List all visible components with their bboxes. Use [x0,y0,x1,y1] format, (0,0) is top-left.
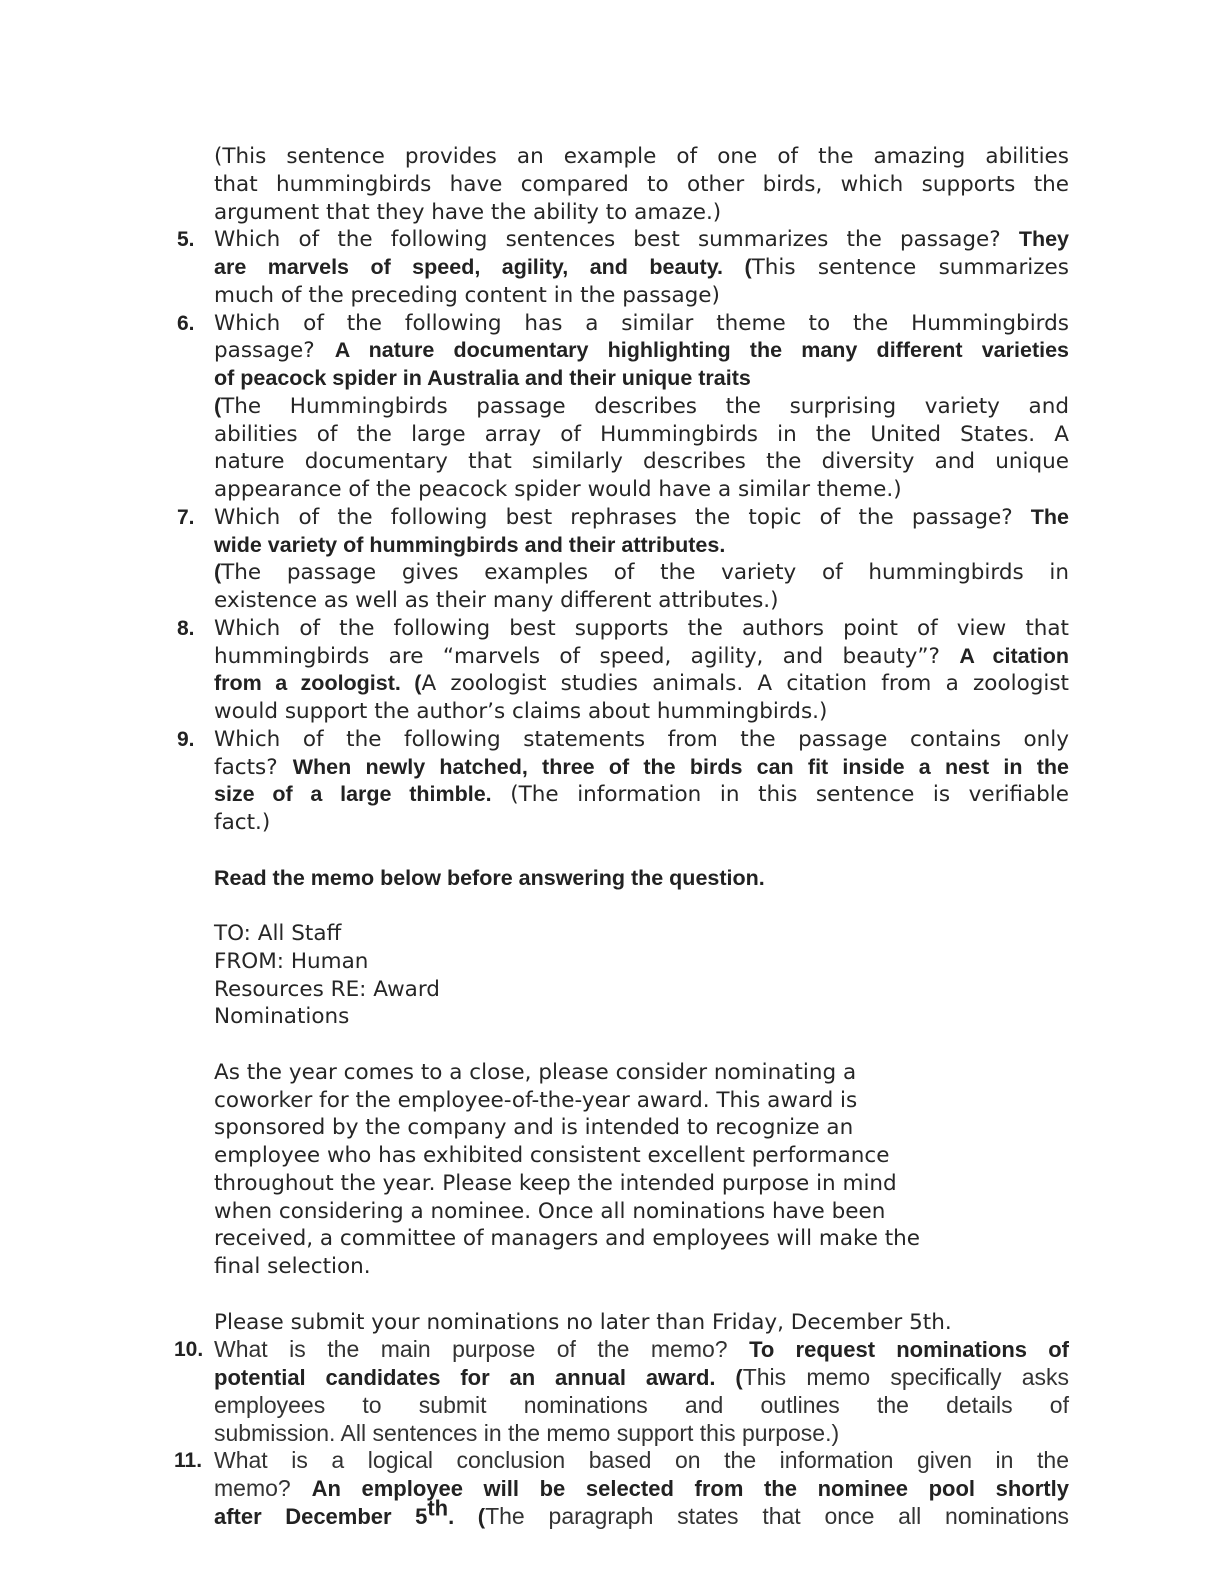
body-text: This sentence summarizes [751,255,1069,280]
body-text: TO: All Staff [214,921,342,946]
body-text: facts? [214,754,293,780]
body-text: coworker for the employee-of-the-year award. This award is [214,1087,858,1113]
text-line [214,865,1069,893]
text-line [214,1392,1069,1420]
text-line [214,1059,1069,1087]
text-line [214,920,1069,948]
question-line [174,1336,1069,1364]
answer-text: wide variety of hummingbirds and their attributes. [214,532,726,557]
question-line [177,226,1069,254]
text-line [214,448,1069,476]
body-text: As the year comes to a close, please consider nominating a [214,1059,857,1085]
answer-text: size of a large thimble. [214,782,492,807]
answer-text: A citation [959,643,1069,668]
body-text: final selection. [214,1254,371,1279]
body-text: Resources RE: Award [214,976,440,1002]
text-line [214,976,1069,1004]
answer-text: after December 5 [214,1503,428,1529]
body-text: passage? [214,338,335,364]
body-text: What is the main purpose of the memo? [214,1336,750,1363]
text-line [214,393,1069,421]
body-text: Which of the following best rephrases the topic of the passage? [214,504,1031,530]
text-line [214,1309,1069,1337]
question-line [177,310,1069,338]
body-text: nature documentary that similarly describes the diversity and unique [214,449,1069,475]
text-line [214,337,1069,365]
text-line [214,254,1069,282]
text-line [214,698,1069,726]
text-line [214,476,1069,504]
text-line [214,754,1069,782]
question-number: 9. [177,727,195,751]
text-line [214,1475,1069,1503]
answer-text: The [1030,504,1069,529]
body-text: would support the author’s claims about hummingbirds.) [214,699,828,724]
answer-text: They [1018,227,1069,252]
answer-text: are marvels of speed, agility, and beauty. ( [214,255,752,279]
question-number: 10. [174,1338,204,1362]
text-line [214,1003,1069,1031]
answer-text: Read the memo below before answering the question. [214,865,765,890]
text-line [214,670,1069,698]
text-line [214,643,1069,671]
text-line [214,809,1069,837]
body-text: when considering a nominee. Once all nominations have been [214,1198,886,1224]
text-line [214,199,1069,227]
question-line [174,1447,1069,1475]
answer-text: A nature documentary highlighting the many different varieties [334,338,1069,363]
body-text: FROM: Human [214,948,369,974]
answer-text: th [427,1495,449,1521]
text-line [214,1495,1069,1531]
body-text: employee who has exhibited consistent excellent performance [214,1143,890,1168]
body-text: argument that they have the ability to amaze.) [214,199,722,225]
body-text: The Hummingbirds passage describes the surprising variety and [221,393,1069,419]
body-text: (The information in this sentence is verifiable [491,782,1069,808]
text-line [214,143,1069,171]
body-text: throughout the year. Please keep the intended purpose in mind [214,1170,897,1196]
body-text: The paragraph states that once all nominations [485,1502,1069,1529]
body-text: hummingbirds are “marvels of speed, agility, and beauty”? [214,643,960,669]
body-text: appearance of the peacock spider would have a similar theme.) [214,477,902,502]
answer-text: To request nominations of [749,1337,1069,1363]
body-text: much of the preceding content in the passage) [214,282,720,308]
text-line [214,781,1069,809]
question-number: 11. [174,1449,203,1473]
body-text: Which of the following sentences best summarizes the passage? [214,227,1019,253]
answer-text: of peacock spider in Australia and their unique traits [214,366,751,390]
answer-text: An employee will be selected from the nominee pool shortly [311,1476,1069,1501]
text-line [214,532,1069,560]
body-text: Which of the following statements from the passage contains only [214,726,1069,752]
question-number: 8. [177,616,195,640]
text-line [214,1364,1069,1392]
body-text: existence as well as their many different attributes.) [214,588,779,613]
answer-text: When newly hatched, three of the birds can fit inside a nest in the [292,754,1069,779]
body-text: Which of the following best supports the authors point of view that [214,615,1069,641]
answer-text: potential candidates for an annual award. ( [214,1365,743,1390]
text-line [214,1142,1069,1170]
text-line [214,1114,1069,1142]
question-number: 7. [177,505,195,529]
body-text: sponsored by the company and is intended to recognize an [214,1115,854,1141]
text-line [214,282,1069,310]
body-text: The passage gives examples of the variety of hummingbirds in [221,560,1069,586]
text-line [214,1253,1069,1281]
text-line [214,587,1069,615]
body-text: submission. All sentences in the memo support this purpose.) [214,1419,840,1446]
body-text: received, a committee of managers and employees will make the [214,1226,921,1252]
body-text: that hummingbirds have compared to other birds, which supports the [214,171,1069,197]
body-text: Nominations [214,1004,350,1030]
question-line [177,504,1069,532]
question-number: 6. [177,311,195,335]
text-line [214,1198,1069,1226]
body-text: This memo specifically asks [742,1364,1069,1390]
question-line [177,726,1069,754]
text-line [214,1170,1069,1198]
body-text: employees to submit nominations and outlines the details of [214,1391,1069,1418]
body-text: abilities of the large array of Hummingbirds in the United States. A [214,421,1069,447]
body-text: (This sentence provides an example of one of the amazing abilities [214,144,1069,169]
answer-text: from a zoologist. ( [214,671,422,696]
text-line [214,948,1069,976]
question-number: 5. [177,228,195,252]
body-text: A zoologist studies animals. A citation from a zoologist [421,671,1069,697]
text-line [214,1420,1069,1448]
body-text: Which of the following has a similar theme to the Hummingbirds [214,310,1069,336]
body-text: What is a logical conclusion based on the information given in the [214,1447,1069,1474]
text-line [214,421,1069,449]
answer-text: . ( [448,1503,486,1529]
body-text: Please submit your nominations no later than Friday, December 5th. [214,1309,952,1335]
text-line [214,365,1069,393]
answer-text: ( [214,560,222,585]
question-line [177,615,1069,643]
text-line [214,1087,1069,1115]
body-text: memo? [214,1475,312,1501]
text-line [214,1225,1069,1253]
text-line [214,559,1069,587]
body-text: fact.) [214,810,271,835]
text-line [214,171,1069,199]
answer-text: ( [214,393,222,418]
